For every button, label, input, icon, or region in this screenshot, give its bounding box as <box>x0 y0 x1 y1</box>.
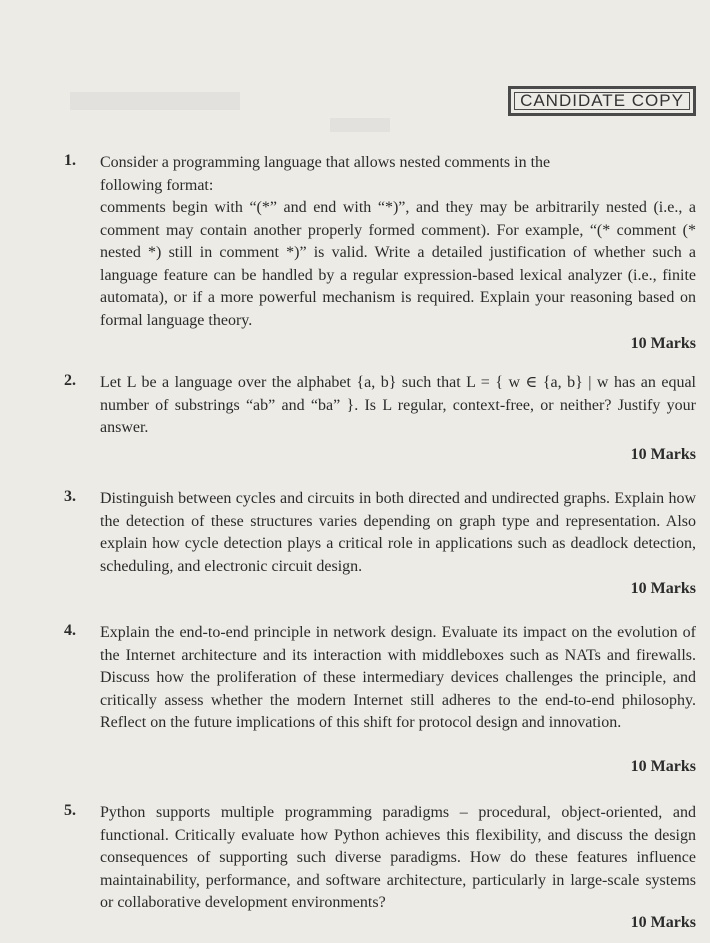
question-paragraph: Distinguish between cycles and circuits in both directed and undirected graphs. Explain how the detection of these structures varies depending on graph type and representation. Also explain how cycle detection plays a critical role in applications such as deadlock detection, scheduling, and electronic circuit design. <box>100 490 696 575</box>
question-paragraph: Explain the end-to-end principle in network design. Evaluate its impact on the evolution of the Internet architecture and its interaction with middleboxes such as NATs and firewalls. Discuss how the proliferation of these intermediary devices challenges the principle, and critically assess whether the modern Internet still adheres to the end-to-end philosophy. Reflect on the future implications of this shift for protocol design and innovation. <box>100 624 696 731</box>
question-3 <box>64 488 696 578</box>
question-text <box>100 622 696 735</box>
question-paragraph: Let L be a language over the alphabet {a, b} such that L = { w ∈ {a, b} | w has an equal number of substrings “ab” and “ba” }. Is L regular, context-free, or neither? Justify your answer. <box>100 374 696 436</box>
question-4 <box>64 622 696 735</box>
question-paragraph: Python supports multiple programming paradigms – procedural, object-oriented, and functional. Critically evaluate how Python achieves this flexibility, and discuss the design consequences of supporting such diverse paradigms. How do these features influence maintainability, performance, and software architecture, particularly in large-scale systems or collaborative development environments? <box>100 804 696 911</box>
question-paragraph: Consider a programming language that allows nested comments in the following format: <box>100 154 551 194</box>
question-number: 5. <box>64 802 76 819</box>
marks-label: 10 Marks <box>630 914 696 931</box>
marks-label: 10 Marks <box>630 580 696 597</box>
marks-label: 10 Marks <box>630 446 696 463</box>
question-number: 3. <box>64 488 76 505</box>
question-text <box>100 488 696 578</box>
candidate-copy-stamp <box>508 86 696 116</box>
marks-label: 10 Marks <box>630 758 696 775</box>
stamp-label: CANDIDATE COPY <box>520 91 684 110</box>
question-1 <box>64 152 696 332</box>
question-2 <box>64 372 696 440</box>
marks-label: 10 Marks <box>630 335 696 352</box>
question-paragraph: comments begin with “(*” and end with “*)”, and they may be arbitrarily nested (i.e., a comment may contain another properly formed comment). For example, “(* comment (* nested *) still in comment *)” is valid. Write a detailed justification of whether such a language feature can be handled by a regular expression-based lexical analyzer (i.e., finite automata), or if a more powerful mechanism is required. Explain your reasoning based on formal language theory. <box>100 199 696 329</box>
question-text <box>100 372 696 440</box>
question-number: 2. <box>64 372 76 389</box>
bleed-through-mark <box>70 92 240 110</box>
question-number: 4. <box>64 622 76 639</box>
question-number: 1. <box>64 152 76 169</box>
question-text <box>100 802 696 915</box>
question-text <box>100 152 696 332</box>
question-5 <box>64 802 696 915</box>
bleed-through-mark <box>330 118 390 132</box>
